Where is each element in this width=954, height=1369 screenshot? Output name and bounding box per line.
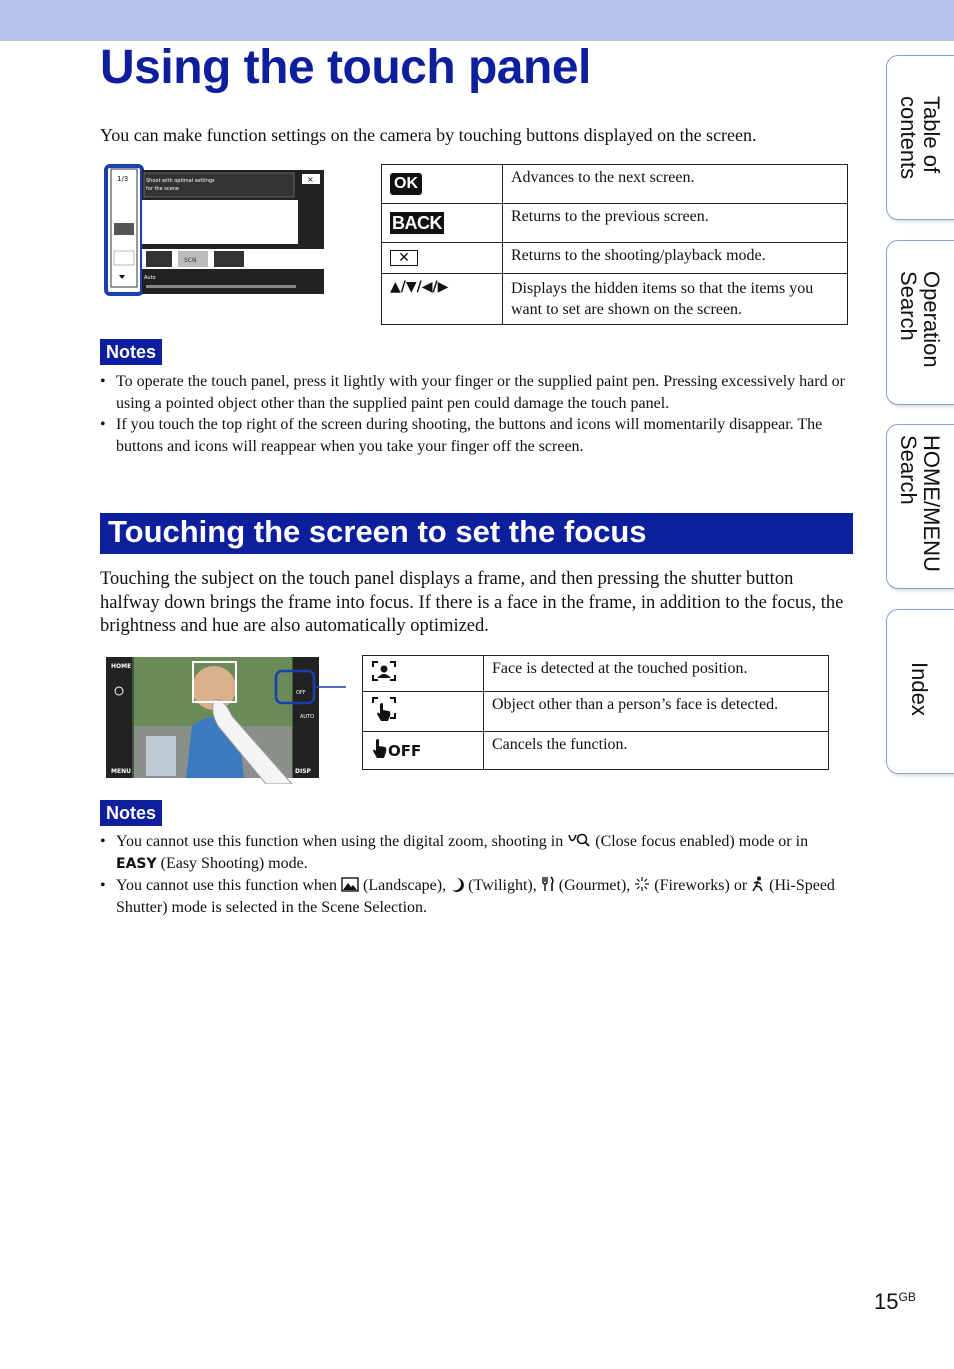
table-cell: Advances to the next screen. [503, 165, 848, 204]
finger-off-icon [371, 736, 431, 760]
list-item: • If you touch the top right of the screen during shooting, the buttons and icons will momentarily disappear. The buttons and icons will reappear when you take your finger off the screen. [100, 414, 852, 457]
table-row [382, 243, 848, 274]
touch-focus-screen-illustration [106, 656, 348, 784]
table-cell: Object other than a person’s face is detected. [484, 692, 829, 732]
note-text: (Easy Shooting) mode. [160, 854, 308, 872]
table-row [363, 656, 829, 692]
tab-label: Index [907, 662, 932, 716]
top-banner [0, 0, 954, 41]
notes-label: Notes [100, 339, 162, 365]
note-text: (Hi-Speed Shutter) mode is selected in the Scene Selection. [116, 877, 835, 916]
tab-label: Operation Search [896, 271, 944, 368]
ok-button-icon: OK [390, 173, 422, 195]
tab-label: Table of contents [896, 96, 944, 180]
table-row [382, 204, 848, 243]
list-item [100, 831, 852, 875]
tab-table-of-contents[interactable] [886, 55, 954, 220]
page-title: Using the touch panel [100, 41, 591, 94]
section-heading: Touching the screen to set the focus [108, 514, 647, 549]
arrow-buttons-icon: ▲/▼/◀/▶ [390, 279, 449, 295]
table-row [363, 692, 829, 732]
table-row [363, 732, 829, 770]
note-text: You cannot use this function when using the digital zoom, shooting in [116, 833, 564, 850]
back-button-icon: BACK [392, 213, 442, 233]
easy-icon: EASY [116, 855, 157, 872]
screen-scn-label: SCN [184, 257, 197, 264]
note-text: (Gourmet), [558, 877, 631, 894]
screen-close-icon: × [307, 175, 314, 184]
table-cell: Face is detected at the touched position. [484, 656, 829, 692]
notes-list [100, 371, 852, 457]
section-heading-bar [100, 513, 853, 554]
off-text: OFF [388, 742, 422, 760]
landscape-icon [341, 877, 359, 892]
notes-label: Notes [100, 800, 162, 826]
table-row [382, 274, 848, 325]
notes-list [100, 831, 852, 918]
touch-buttons-table [381, 164, 848, 325]
finger-frame-icon [371, 696, 397, 722]
note-text: (Twilight), [468, 877, 537, 894]
screen-message-line2: for the scene [146, 186, 179, 192]
screen-label-auto: Auto [144, 275, 156, 281]
focus-icons-table [362, 655, 829, 770]
hi-speed-shutter-icon [751, 876, 765, 892]
page-number-suffix: GB [898, 1290, 916, 1304]
note-text: (Landscape), [363, 877, 447, 894]
screen-home-label: HOME [111, 663, 132, 670]
note-text: You cannot use this function when [116, 877, 338, 894]
screen-auto-label: AUTO [300, 714, 315, 720]
screen-label-scene: Scene Recognition [144, 239, 191, 245]
close-button-icon: ✕ [390, 250, 418, 266]
table-cell: Displays the hidden items so that the items you want to set are shown on the screen. [503, 274, 848, 325]
section-paragraph: Touching the subject on the touch panel displays a frame, and then pressing the shutter button halfway down brings the frame into focus. If there is a face in the frame, in addition to the focus, the brightness and hue are also automatically optimized. [100, 569, 844, 636]
page-number [874, 1289, 916, 1315]
tab-index[interactable] [886, 609, 954, 774]
touch-panel-screen-illustration [104, 163, 328, 297]
tab-home-menu-search[interactable] [886, 424, 954, 589]
tab-label: HOME/MENU Search [896, 435, 944, 572]
list-item [100, 875, 852, 918]
gourmet-icon [541, 876, 555, 892]
fireworks-icon [634, 876, 650, 892]
table-row [382, 165, 848, 204]
note-text: (Fireworks) or [654, 877, 748, 894]
screen-off-label: OFF [296, 690, 306, 696]
screen-counter: 1/3 [117, 175, 129, 183]
table-cell: Cancels the function. [484, 732, 829, 770]
list-item: • To operate the touch panel, press it lightly with your finger or the supplied paint pen. Pressing excessively hard or using a pointed object other than the supplied paint pen could damage the touch panel. [100, 371, 852, 414]
note-text: (Close focus enabled) mode or in [595, 833, 809, 850]
screen-message-line1: Shoot with optimal settings [146, 178, 215, 184]
table-cell: Returns to the shooting/playback mode. [503, 243, 848, 274]
screen-disp-label: DISP [295, 768, 311, 775]
face-frame-icon [371, 660, 397, 682]
twilight-icon [450, 877, 464, 892]
table-cell: Returns to the previous screen. [503, 204, 848, 243]
close-focus-icon [567, 832, 591, 848]
screen-menu-label: MENU [111, 768, 131, 775]
tab-operation-search[interactable] [886, 240, 954, 405]
page-number-value: 15 [874, 1289, 899, 1314]
intro-text: You can make function settings on the camera by touching buttons displayed on the screen. [100, 125, 757, 145]
